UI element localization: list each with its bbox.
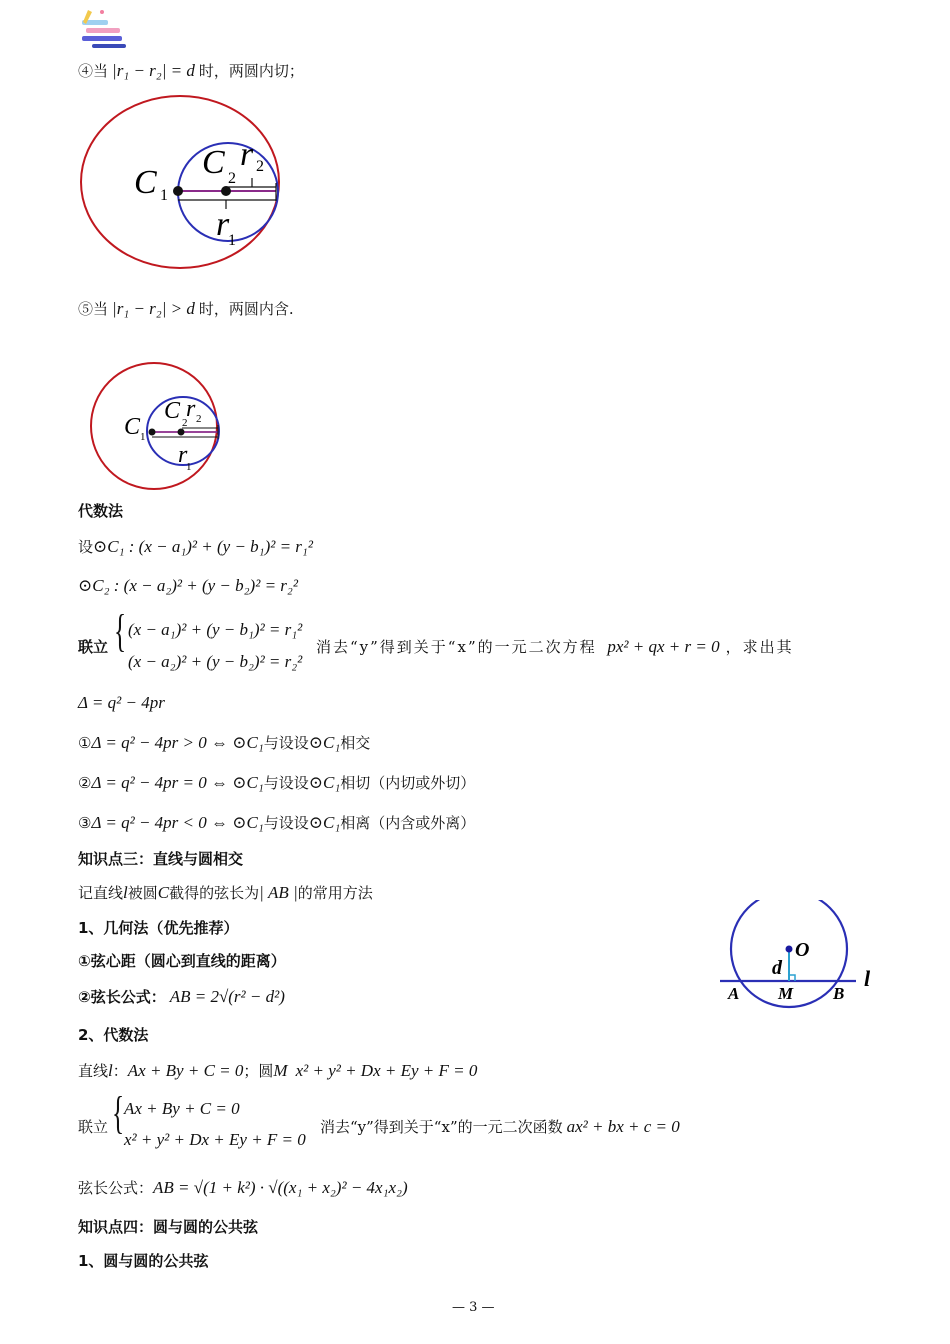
kp3-intro-l: l (123, 883, 128, 902)
join-label: 联立 (78, 638, 109, 656)
label-d: d (772, 957, 782, 979)
kp3-intro-e: 的常用方法 (297, 884, 373, 902)
line-label: 直线 (78, 1062, 109, 1080)
circle2-eq: ⊙C₂ : (x − a₂)² + (y − b₂)² = r₂² (78, 576, 298, 595)
circle-eq: x² + y² + Dx + Ey + F = 0 (295, 1061, 478, 1080)
label-l: l (864, 966, 871, 991)
kp3-intro-d: 截得的弦长为 (169, 884, 260, 902)
eliminate-line-2 (320, 1116, 680, 1137)
result-2-label: ② (78, 774, 92, 792)
result-2-mid: 与设设 (263, 774, 309, 792)
contained-circles-figure (88, 360, 228, 495)
kp3-intro (78, 882, 373, 903)
case4-suffix: 时，两圆内切； (198, 62, 304, 80)
system2-eq-2: x² + y² + Dx + Ey + F = 0 (124, 1130, 306, 1149)
system2-eq-1: Ax + By + C = 0 (124, 1099, 240, 1118)
label-r1-sub: 1 (228, 232, 236, 249)
label-c1-sub: 1 (160, 187, 168, 204)
result-2-math: Δ = q² − 4pr = 0 ⇔ ⊙C₁ (91, 773, 264, 792)
result-1-math: Δ = q² − 4pr > 0 ⇔ ⊙C₁ (91, 733, 264, 752)
result-2-end: 相切（内切或外切） (340, 774, 476, 792)
chord-formula-line (78, 1177, 408, 1198)
quadratic-function: ax² + bx + c = 0 (566, 1117, 680, 1136)
result-1-math2: ⊙C₁ (308, 733, 341, 752)
system-brace-2: { (112, 1087, 125, 1138)
kp3-intro-b: 被圆 (127, 884, 158, 902)
system-brace: { (114, 605, 127, 656)
find-text: ，求出其 (725, 638, 794, 656)
label-r1: r (216, 206, 230, 243)
outer-circle (91, 363, 217, 489)
join-label-2: 联立 (78, 1118, 109, 1136)
result-2-math2: ⊙C₁ (308, 773, 341, 792)
system-eq-2: (x − a₂)² + (y − b₂)² = r₂² (128, 652, 303, 671)
circle1-eq: ⊙C₁ : (x − a₁)² + (y − b₁)² = r₁² (93, 537, 313, 556)
case5-suffix: 时，两圆内含. (198, 300, 294, 318)
result-3-end: 相离（内含或外离） (340, 814, 476, 832)
case5-line (78, 298, 294, 319)
kp3-heading: 知识点三：直线与圆相交 (78, 850, 244, 868)
eliminate-text: 消去“y”得到关于“x”的一元二次方程 (316, 638, 597, 656)
label-r2: r (240, 136, 254, 173)
method2-heading: 2、代数法 (78, 1026, 149, 1044)
method1-heading: 1、几何法（优先推荐） (78, 919, 239, 937)
result-row-1 (78, 732, 370, 753)
chord-formula-label: ②弦长公式： (78, 988, 166, 1006)
case5-math: |r₁ − r₂| > d (112, 299, 195, 318)
case4-label: ④当 (78, 62, 109, 80)
set-prefix: 设 (78, 538, 94, 556)
result-row-2 (78, 772, 475, 793)
circle-label: ；圆 (243, 1062, 274, 1080)
label-r1-sub: 1 (186, 461, 192, 473)
line-colon: ： (112, 1062, 128, 1080)
label-r2-sub: 2 (196, 413, 202, 425)
chord-formula-algebraic: AB = √(1 + k²) · √((x₁ + x₂)² − 4x₁x₂) (153, 1178, 408, 1197)
books-pencil-logo (78, 8, 128, 50)
circle-symbol: M (273, 1061, 288, 1080)
center-o-dot (786, 946, 793, 953)
line-symbol: l (108, 1061, 113, 1080)
method1-item-a: ①弦心距（圆心到直线的距离） (78, 952, 286, 970)
case4-math: |r₁ − r₂| = d (112, 61, 195, 80)
label-r2: r (186, 396, 196, 422)
center-c2-dot (221, 186, 231, 196)
label-c2-sub: 2 (228, 170, 236, 187)
kp3-intro-ab: | AB | (259, 883, 298, 902)
kp3-intro-c: C (157, 883, 170, 902)
chord-label-algebraic: 弦长公式： (78, 1179, 154, 1197)
kp4-heading: 知识点四：圆与圆的公共弦 (78, 1218, 259, 1236)
delta-formula: Δ = q² − 4pr (78, 693, 165, 712)
kp4-item1: 1、圆与圆的公共弦 (78, 1252, 209, 1270)
kp3-intro-a: 记直线 (78, 884, 124, 902)
result-3-mid: 与设设 (263, 814, 309, 832)
circle1-eq-line (78, 536, 313, 557)
label-b: B (833, 984, 845, 1003)
method1-item-b (78, 986, 285, 1007)
label-c2-sub: 2 (182, 417, 188, 429)
label-a: A (728, 984, 740, 1003)
quadratic-eq: px² + qx + r = 0 (607, 637, 720, 656)
label-m: M (778, 984, 794, 1003)
system-eq-1: (x − a₁)² + (y − b₁)² = r₁² (128, 620, 303, 639)
result-3-math2: ⊙C₁ (308, 813, 341, 832)
label-c1: C (134, 164, 157, 201)
line-eq: Ax + By + C = 0 (127, 1061, 244, 1080)
result-3-math: Δ = q² − 4pr < 0 ⇔ ⊙C₁ (91, 813, 264, 832)
chord-formula-geometric: AB = 2√(r² − d²) (169, 987, 285, 1006)
label-c1: C (124, 414, 141, 440)
label-c2: C (202, 144, 225, 181)
line-circle-def (78, 1060, 477, 1081)
internal-tangent-figure (78, 95, 288, 280)
eliminate-line (316, 636, 794, 657)
label-r1: r (178, 442, 188, 468)
circle2-eq-line (78, 576, 298, 596)
case5-label: ⑤当 (78, 300, 109, 318)
chord-figure (716, 900, 881, 1010)
algebra-heading: 代数法 (78, 502, 124, 520)
center-c1-dot (173, 186, 183, 196)
eliminate-text-2: 消去“y”得到关于“x”的一元二次函数 (320, 1118, 563, 1136)
result-1-end: 相交 (340, 734, 371, 752)
result-1-mid: 与设设 (263, 734, 309, 752)
label-c2: C (164, 398, 181, 424)
label-o: O (795, 939, 810, 961)
outer-circle (81, 96, 279, 268)
result-row-3 (78, 812, 475, 833)
label-r2-sub: 2 (256, 158, 264, 175)
result-3-label: ③ (78, 814, 92, 832)
label-c1-sub: 1 (140, 431, 146, 443)
page-number: — 3 — (452, 1300, 495, 1315)
case4-line (78, 60, 304, 81)
result-1-label: ① (78, 734, 92, 752)
